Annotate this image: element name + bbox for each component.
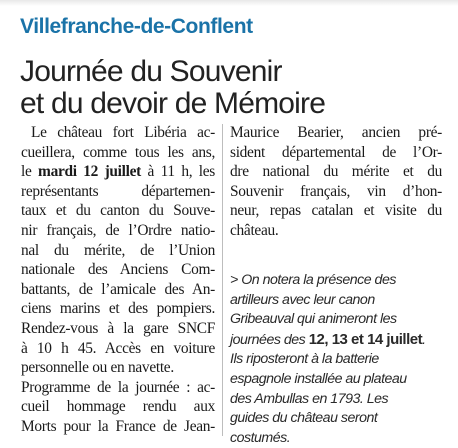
- note-line: [230, 330, 448, 351]
- line-text: journées des: [230, 331, 309, 348]
- article-column-2: [230, 123, 442, 241]
- col2-line: Maurice Bearier, ancien pré-: [230, 124, 442, 141]
- section-kicker: Villefranche-de-Conflent: [20, 15, 253, 38]
- bold-date: mardi 12 juillet: [38, 163, 141, 181]
- col1-line: ciens marins et des pompiers.: [21, 300, 215, 318]
- col1-line: Le château fort Libéria ac-: [31, 124, 215, 141]
- col2-line: château.: [230, 221, 279, 239]
- article-note: [230, 271, 448, 448]
- col1-line: taux et du canton du Souve-: [21, 202, 215, 220]
- note-line: Ils riposteront à la batterie: [230, 351, 379, 368]
- col1-line: représentants départemen-: [21, 182, 215, 200]
- col1-line: cueillera, comme tous les ans,: [21, 143, 215, 161]
- note-line: guides du château seront: [230, 410, 378, 427]
- note-line: artilleurs avec leur canon: [230, 291, 375, 308]
- col1-line: Morts pour la France de Jean-: [21, 417, 215, 435]
- col1-line: à 10 h 45. Accès en voiture: [21, 339, 215, 357]
- note-line: > On notera la présence des: [230, 272, 396, 288]
- col1-line: nationale des Anciens Com-: [21, 261, 215, 279]
- col1-line: nir français, de l’Ordre natio-: [21, 221, 215, 239]
- line-text: .: [422, 331, 426, 348]
- article-column-1: [21, 123, 215, 437]
- column-divider: [222, 124, 223, 436]
- headline-line-1: Journée du Souvenir: [20, 55, 282, 88]
- col2-line: sident départemental de l’Or-: [230, 143, 442, 161]
- top-shadow-bar: [0, 0, 458, 6]
- article-headline: [20, 56, 440, 120]
- headline-line-2: et du devoir de Mémoire: [20, 87, 326, 120]
- col1-line: Programme de la journée : ac-: [21, 378, 215, 396]
- col1-line: [21, 162, 215, 182]
- note-line: costumés.: [230, 429, 291, 446]
- bold-date: 12, 13 et 14 juillet: [308, 330, 423, 348]
- col1-line: personnelle ou en navette.: [21, 359, 174, 377]
- note-line: Gribeauval qui animeront les: [230, 311, 397, 328]
- line-text: à 11 h, les: [140, 163, 215, 181]
- col2-line: Souvenir français, vin d’hon-: [230, 182, 442, 200]
- col2-line: dre national du mérite et du: [230, 163, 442, 181]
- note-line: espagnole installée au plateau: [230, 370, 407, 387]
- col1-line: Rendez-vous à la gare SNCF: [21, 319, 215, 337]
- note-line: des Ambullas en 1793. Les: [230, 390, 389, 407]
- col1-line: cueil hommage rendu aux: [21, 398, 215, 416]
- line-text: le: [21, 163, 39, 181]
- col1-line: battants, de l’amicale des An-: [21, 280, 215, 298]
- col2-line: neur, repas catalan et visite du: [230, 202, 442, 220]
- col1-line: nal du mérite, de l’Union: [21, 241, 215, 259]
